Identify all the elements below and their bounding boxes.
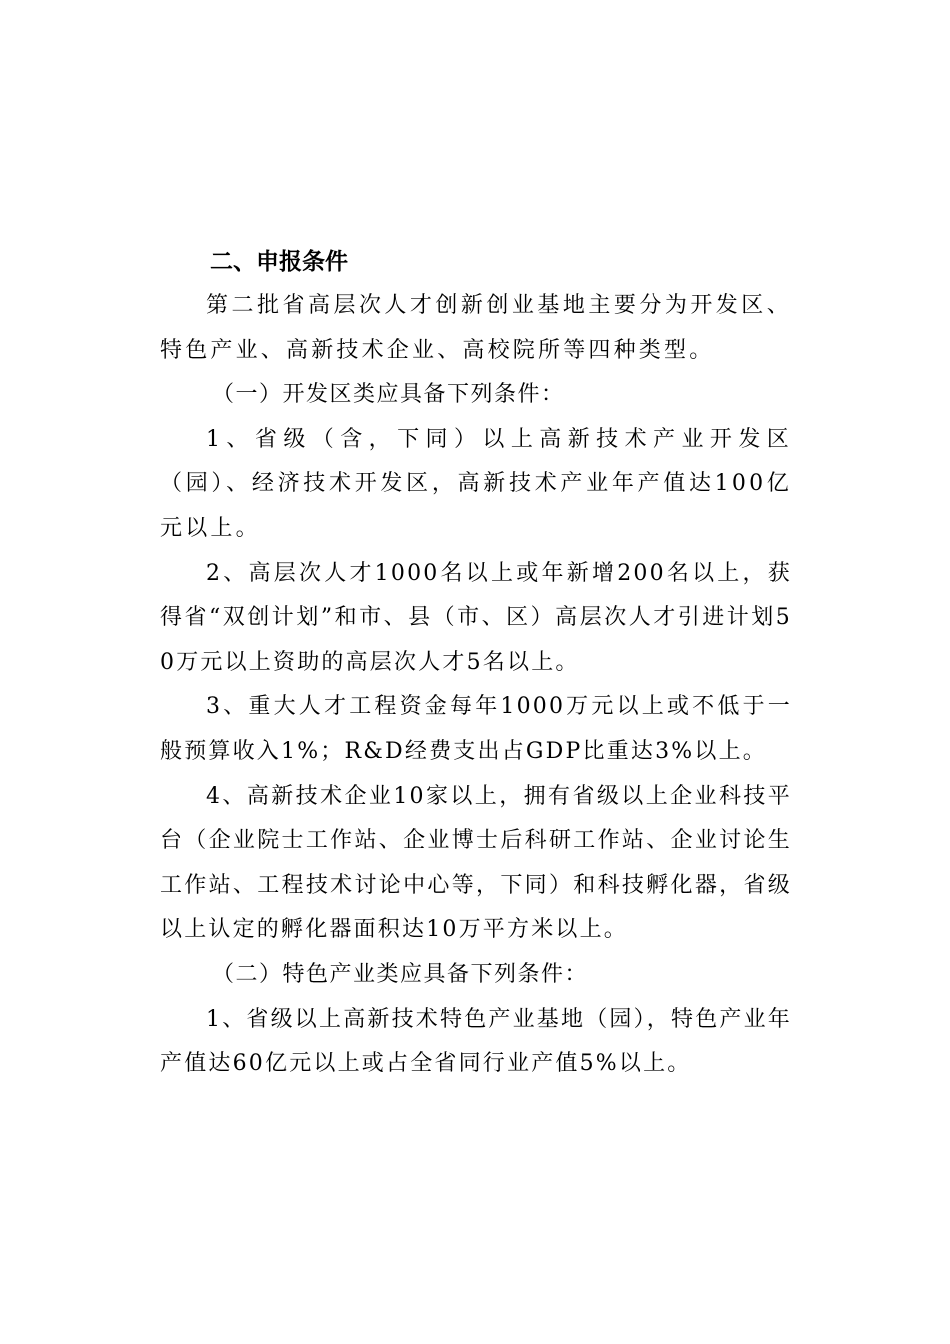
paragraph-item-4: 4、高新技术企业10家以上，拥有省级以上企业科技平台（企业院士工作站、企业博士后科研工作站、企业讨论生工作站、工程技术讨论中心等，下同）和科技孵化器，省级以上认定的孵化器面积达10万平方米以上。	[160, 783, 792, 943]
document-body	[160, 240, 792, 1087]
paragraph-item-2: 2、高层次人才1000名以上或年新增200名以上，获得省“双创计划”和市、县（市、区）高层次人才引进计划50万元以上资助的高层次人才5名以上。	[160, 560, 792, 675]
subheading-development-zone: （一）开发区类应具备下列条件：	[212, 382, 565, 408]
subheading-industry: （二）特色产业类应具备下列条件：	[212, 961, 589, 987]
section-heading: 二、申报条件	[210, 249, 348, 275]
paragraph-item-1: 1、省级（含，下同）以上高新技术产业开发区（园）、经济技术开发区，高新技术产业年产值达100亿元以上。	[160, 426, 792, 541]
paragraph-intro: 第二批省高层次人才创新创业基地主要分为开发区、特色产业、高新技术企业、高校院所等四种类型。	[160, 293, 792, 363]
paragraph-item-3: 3、重大人才工程资金每年1000万元以上或不低于一般预算收入1%；R&D经费支出占GDP比重达3%以上。	[160, 694, 792, 764]
paragraph-industry-item-1: 1、省级以上高新技术特色产业基地（园），特色产业年产值达60亿元以上或占全省同行业产值5%以上。	[160, 1006, 792, 1077]
